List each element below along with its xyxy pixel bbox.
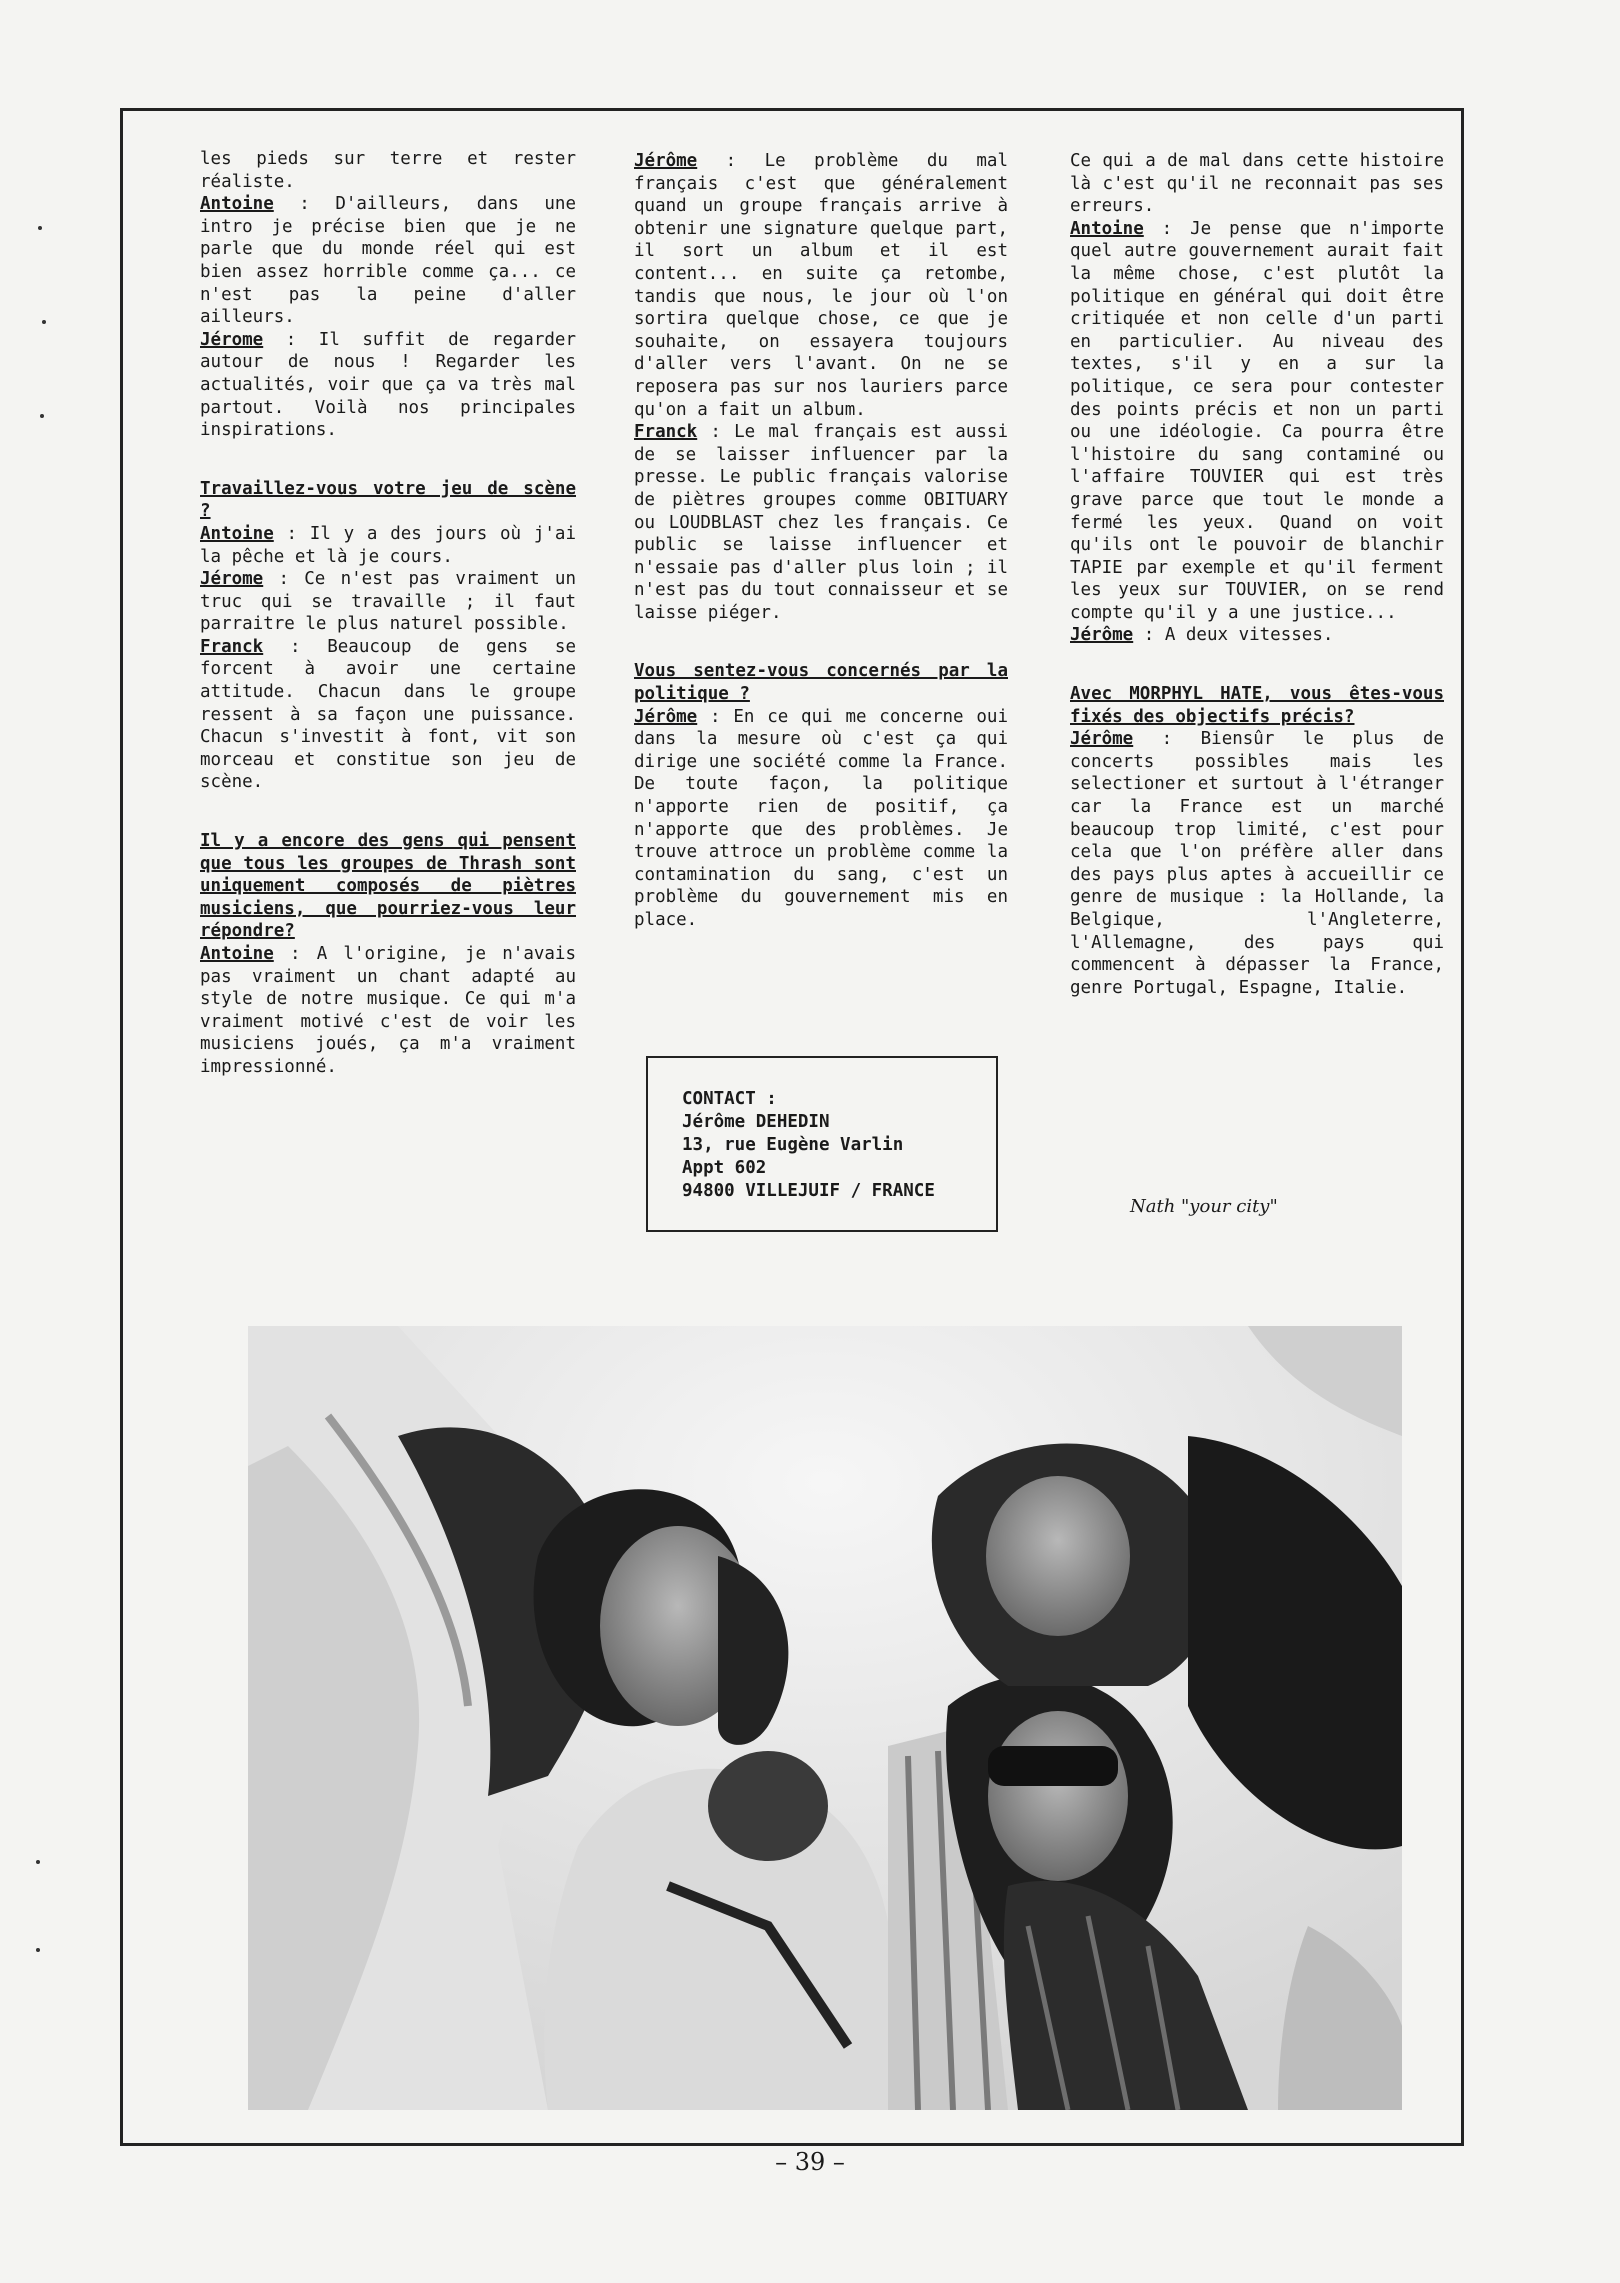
paragraph: Jérome : Ce n'est pas vraiment un truc qui se travaille ; il faut parraitre le plus naturel possible. xyxy=(200,569,576,635)
paragraph: Antoine : Il y a des jours où j'ai la pêche et là je cours. xyxy=(200,523,576,567)
paragraph: les pieds sur terre et rester réaliste. xyxy=(200,149,576,192)
page-number: – 39 – xyxy=(726,2146,894,2178)
author-signature: Nath "your city" xyxy=(1130,1196,1278,1217)
speaker-name: Jérôme xyxy=(634,706,698,727)
contact-box xyxy=(646,1056,998,1232)
contact-name: Jérôme DEHEDIN xyxy=(682,1112,830,1132)
speaker-name: Jérôme xyxy=(1070,729,1134,750)
speaker-name: Jérôme xyxy=(634,151,698,171)
speaker-name: Antoine xyxy=(1070,218,1144,239)
paragraph: Jérome : Il suffit de regarder autour de nous ! Regarder les actualités, voir que ça va très mal partout. Voilà nos principales inspirations. xyxy=(200,329,576,441)
column-2 xyxy=(634,150,1008,932)
speaker-name: Franck xyxy=(200,636,264,657)
paragraph: Jérôme : Le problème du mal français c'est que généralement quand un groupe français arrive à obtenir une signature quelque part, il sort un album et il est content... en suite ça retombe, tandis que nous, le jour où l'on sortira quelque chose, ce que je souhaite, on essayera toujours d'aller vers l'avant. On ne se reposera pas sur nos lauriers parce qu'on a fait un album. xyxy=(634,151,1008,420)
paragraph: Jérôme : En ce qui me concerne oui dans la mesure où c'est ça qui dirige une société comme la France. De toute façon, la politique n'apporte rien de positif, ça n'apporte que des problèmes. Je trouve attroce un problème comme la contamination du sang, c'est un problème du gouvernement mis en place. xyxy=(634,706,1008,930)
paragraph: Jérôme : A deux vitesses. xyxy=(1070,625,1334,646)
paragraph: Antoine : A l'origine, je n'avais pas vraiment un chant adapté au style de notre musique. Ce qui m'a vraiment motivé c'est de voir les musiciens joués, ça m'a vraiment impressionné. xyxy=(200,944,576,1077)
paragraph: Franck : Le mal français est aussi de se laisser influencer par la presse. Le public français valorise de piètres groupes comme OBITUARY ou LOUDBLAST chez les français. Ce public se laisse influencer et n'essaie pas d'aller plus loin ; il n'est pas du tout connaisseur et se laisse piéger. xyxy=(634,422,1008,623)
speaker-name: Antoine xyxy=(200,523,274,544)
paragraph: Antoine : Je pense que n'importe quel autre gouvernement aurait fait la même chose, c'est plutôt la politique en général qui doit être critiquée et non celle d'un parti en particulier. Au niveau des textes, s'il y en a sur la politique, ce sera pour contester des points précis et non un parti ou une idéologie. Ca pourra être l'histoire du sang contaminé ou l'affaire TOUVIER qui est très grave parce que tout le monde a fermé les yeux. Quand on voit qu'ils ont le pouvoir de blanchir TAPIE par exemple et qu'il ferment les yeux sur TOUVIER, on se rend compte qu'il y a une justice... xyxy=(1070,218,1444,623)
column-3 xyxy=(1070,150,1444,999)
contact-label: CONTACT : xyxy=(682,1089,777,1109)
speaker-name: Franck xyxy=(634,422,698,443)
speaker-name: Antoine xyxy=(200,944,274,964)
speaker-name: Antoine xyxy=(200,194,274,215)
contact-appt: Appt 602 xyxy=(682,1158,767,1178)
speaker-name: Jérome xyxy=(200,329,264,350)
interview-question: Vous sentez-vous concernés par la politique ? xyxy=(634,661,1008,705)
speaker-name: Jérome xyxy=(200,569,264,590)
paragraph: Antoine : D'ailleurs, dans une intro je précise bien que je ne parle que du monde réel qui est bien assez horrible comme ça... ce n'est pas la peine d'aller ailleurs. xyxy=(200,194,576,328)
paragraph: Jérôme : Biensûr le plus de concerts possibles mais les selectioner et surtout à l'étranger car la France est un marché beaucoup trop limité, c'est pour cela que l'on préfère aller dans des pays plus aptes à accueillir ce genre de musique : la Hollande, la Belgique, l'Angleterre, l'Allemagne, des pays qui commencent à dépasser la France, genre Portugal, Espagne, Italie. xyxy=(1070,729,1444,998)
contact-street: 13, rue Eugène Varlin xyxy=(682,1135,904,1155)
paragraph: Ce qui a de mal dans cette histoire là c'est qu'il ne reconnait pas ses erreurs. xyxy=(1070,151,1444,217)
interview-question: Il y a encore des gens qui pensent que tous les groupes de Thrash sont uniquement composés de piètres musiciens, que pourriez-vous leur répondre? xyxy=(200,831,576,942)
interview-question: Travaillez-vous votre jeu de scène ? xyxy=(200,478,576,522)
speaker-name: Jérôme xyxy=(1070,625,1134,646)
contact-city: 94800 VILLEJUIF / FRANCE xyxy=(682,1181,935,1201)
column-1 xyxy=(200,148,576,1079)
band-photo xyxy=(248,1326,1402,2110)
interview-question: Avec MORPHYL HATE, vous êtes-vous fixés des objectifs précis? xyxy=(1070,684,1444,727)
paragraph: Franck : Beaucoup de gens se forcent à avoir une certaine attitude. Chacun dans le groupe ressent à sa façon une puissance. Chacun s'investit à font, vit son morceau et constitue son jeu de scène. xyxy=(200,636,576,793)
